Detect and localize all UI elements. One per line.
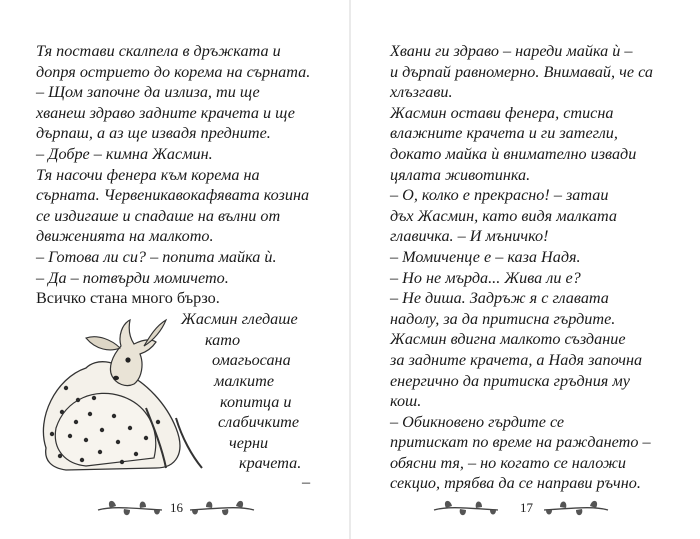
text-line: – Щом започне да излиза, ти ще (36, 83, 260, 102)
page-number: 16 (170, 500, 183, 515)
text-line: – Добре – кимна Жасмин. (36, 144, 213, 163)
vine-ornament-icon (432, 494, 500, 524)
right-page-text (390, 41, 674, 494)
vine-ornament-icon (188, 494, 256, 524)
right-page (350, 0, 700, 539)
text-line: дърпаш, а аз ще извадя предните. (36, 124, 271, 143)
text-line: Всичко стана много бързо. (36, 289, 220, 308)
text-line: Жасмин остави фенера, стисна (390, 103, 614, 122)
text-line: влажните крачета и ги затегли, (390, 124, 618, 143)
text-line: допря острието до корема на сърната. (36, 62, 311, 81)
vine-ornament-icon (96, 494, 164, 524)
text-line: Хвани ги здраво – нареди майка ѝ – (390, 42, 633, 60)
text-line: секцио, трябва да се направи ръчно. (390, 474, 641, 493)
wrap-text-line: омагьосана (212, 351, 291, 369)
text-line: докато майка ѝ внимателно извади (390, 144, 637, 163)
text-line: енергично да притиска гръдния му (390, 371, 630, 390)
text-line: обясни тя, – но когато се наложи (390, 453, 627, 472)
page-number: 17 (520, 500, 533, 515)
text-line: движенията на малкото. (36, 227, 214, 246)
text-line: Жасмин вдигна малкото създание (390, 330, 626, 349)
text-line: притискат по време на раждането – (390, 433, 651, 452)
text-line: – Да – потвърди момичето. (36, 268, 229, 287)
text-line: хлъзгави. (390, 83, 453, 102)
left-page-footer (0, 494, 350, 524)
wrap-text-line: – (302, 473, 311, 491)
text-line: надолу, за да притисна гърдите. (390, 309, 616, 328)
wrap-text-line: крачета. (239, 454, 302, 472)
vine-ornament-icon (542, 494, 610, 524)
text-line: – Готова ли си? – попита майка ѝ. (36, 247, 277, 266)
wrap-text-line: Жасмин гледаше (181, 310, 298, 328)
text-line: Тя постави скалпела в дръжката и (36, 42, 281, 60)
wrap-text-line: като (205, 331, 241, 349)
text-line: се издигаше и спадаше на вълни от (36, 206, 281, 225)
text-line: главичка. – И мъничко! (390, 227, 549, 246)
text-line: – О, колко е прекрасно! – затаи (390, 186, 609, 205)
text-line: дъх Жасмин, като видя малката (390, 206, 617, 225)
text-line: – Момиченце е – каза Надя. (390, 247, 581, 266)
wrap-text-line: слабичките (218, 413, 300, 431)
text-line: – Не диша. Задръж я с главата (390, 289, 609, 308)
wrap-text-line: черни (229, 434, 269, 452)
text-line: – Но не мърда... Жива ли е? (390, 268, 581, 287)
text-line: за задните крачета, а Надя започна (390, 350, 643, 369)
text-line: Тя насочи фенера към корема на (36, 165, 260, 184)
text-line: – Обикновено гърдите се (390, 412, 565, 431)
text-line: и дърпай равномерно. Внимавай, че са (390, 62, 653, 81)
text-line: сърната. Червеникавокафявата козина (36, 186, 310, 205)
text-line: цялата животинка. (390, 165, 531, 184)
wrap-text-line: малките (214, 372, 275, 390)
left-page-text (36, 41, 318, 309)
fawn-illustration (26, 318, 214, 478)
wrap-text-line: копитца и (220, 393, 292, 411)
text-line: кош. (390, 392, 422, 411)
text-line: хванеш здраво задните крачета и ще (36, 103, 295, 122)
right-page-footer (350, 494, 700, 524)
